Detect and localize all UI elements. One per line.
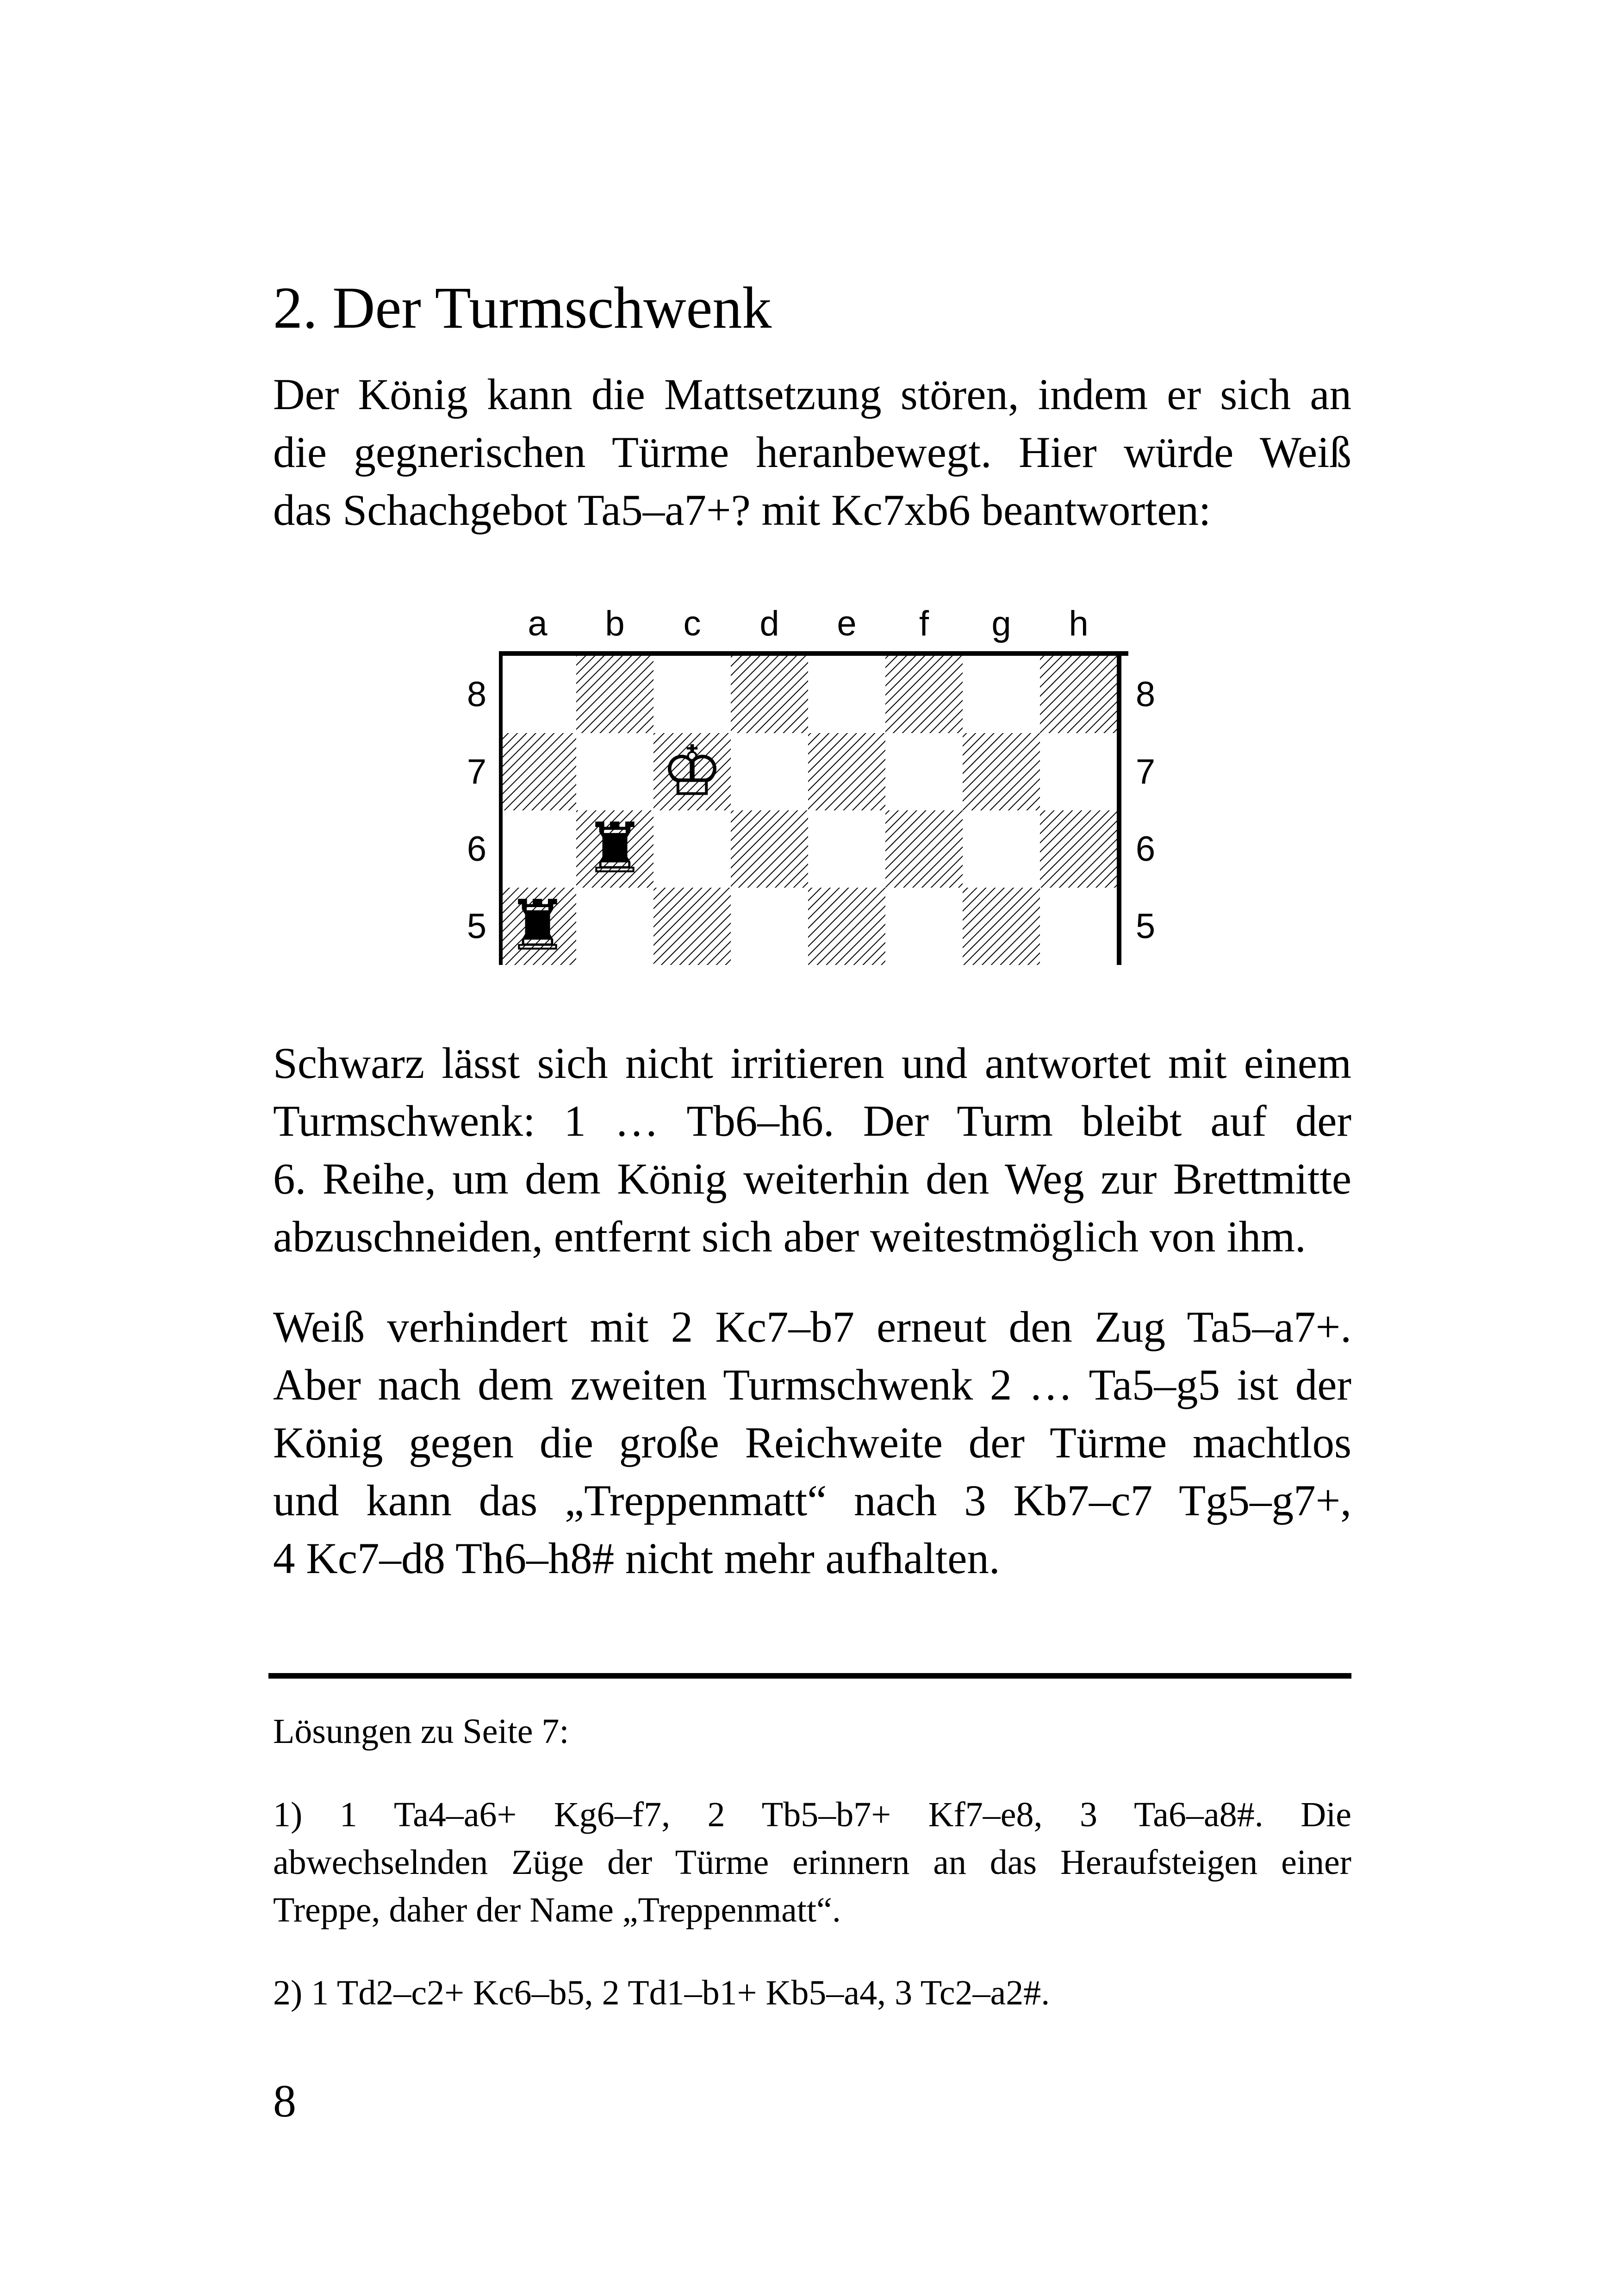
file-label-f: f xyxy=(919,604,929,643)
square-f8 xyxy=(885,656,963,733)
file-label-g: g xyxy=(991,604,1011,643)
square-h5 xyxy=(1040,888,1117,965)
square-f6 xyxy=(885,810,963,888)
footnote-line: 1) 1 Ta4–a6+ Kg6–f7, 2 Tb5–b7+ Kf7–e8, 3 Ta6–a8#. Die xyxy=(273,1795,1351,1834)
square-e8 xyxy=(808,656,885,733)
square-b5 xyxy=(576,888,653,965)
file-label-c: c xyxy=(683,604,701,643)
rank-label-left-5: 5 xyxy=(467,906,487,946)
text-line: das Schachgebot Ta5–a7+? mit Kc7xb6 beantworten: xyxy=(273,485,1211,535)
square-e7 xyxy=(808,733,885,810)
text-line: König gegen die große Reichweite der Türme machtlos xyxy=(273,1418,1351,1467)
square-b8 xyxy=(576,656,653,733)
text-line: die gegnerischen Türme heranbewegt. Hier würde Weiß xyxy=(273,428,1351,477)
square-b7 xyxy=(576,733,653,810)
rank-label-left-6: 6 xyxy=(467,829,487,869)
text-line: 4 Kc7–d8 Th6–h8# nicht mehr aufhalten. xyxy=(273,1534,1000,1583)
text-line: abzuschneiden, entfernt sich aber weitestmöglich von ihm. xyxy=(273,1212,1306,1261)
square-a6 xyxy=(499,810,576,888)
footnote-line: abwechselnden Züge der Türme erinnern an das Heraufsteigen einer xyxy=(273,1843,1351,1882)
intro-paragraph xyxy=(273,366,1351,539)
file-label-h: h xyxy=(1069,604,1089,643)
third-paragraph xyxy=(273,1298,1351,1587)
square-a8 xyxy=(499,656,576,733)
footnote-line: Treppe, daher der Name „Treppenmatt“. xyxy=(273,1891,841,1929)
text-line: Der König kann die Mattsetzung stören, indem er sich an xyxy=(273,370,1351,419)
square-d8 xyxy=(731,656,808,733)
square-g6 xyxy=(963,810,1040,888)
square-f5 xyxy=(885,888,963,965)
text-line: Weiß verhindert mit 2 Kc7–b7 erneut den Zug Ta5–a7+. xyxy=(273,1302,1351,1351)
square-d5 xyxy=(731,888,808,965)
square-c6 xyxy=(653,810,731,888)
square-g8 xyxy=(963,656,1040,733)
square-h6 xyxy=(1040,810,1117,888)
square-f7 xyxy=(885,733,963,810)
rank-label-left-7: 7 xyxy=(467,752,487,791)
text-line: Turmschwenk: 1 … Tb6–h6. Der Turm bleibt auf der xyxy=(273,1096,1351,1145)
square-e6 xyxy=(808,810,885,888)
square-h8 xyxy=(1040,656,1117,733)
page-number: 8 xyxy=(273,2075,296,2127)
section-title: 2. Der Turmschwenk xyxy=(273,275,772,341)
footnote-heading: Lösungen zu Seite 7: xyxy=(273,1712,569,1751)
square-g7 xyxy=(963,733,1040,810)
file-label-e: e xyxy=(837,604,857,643)
footnote-solution-2: 2) 1 Td2–c2+ Kc6–b5, 2 Td1–b1+ Kb5–a4, 3 Tc2–a2#. xyxy=(273,1973,1050,2012)
chess-diagram xyxy=(499,650,1128,965)
text-line: 6. Reihe, um dem König weiterhin den Weg zur Brettmitte xyxy=(273,1154,1351,1203)
rank-label-right-8: 8 xyxy=(1135,674,1156,714)
piece-black-rook-b6: ♜ xyxy=(584,808,646,889)
square-d7 xyxy=(731,733,808,810)
rank-label-right-5: 5 xyxy=(1135,906,1156,946)
square-h7 xyxy=(1040,733,1117,810)
square-d6 xyxy=(731,810,808,888)
second-paragraph xyxy=(273,1034,1351,1266)
square-c8 xyxy=(653,656,731,733)
rank-label-left-8: 8 xyxy=(467,674,487,714)
file-label-a: a xyxy=(528,604,548,643)
text-line: und kann das „Treppenmatt“ nach 3 Kb7–c7 Tg5–g7+, xyxy=(273,1476,1351,1525)
square-e5 xyxy=(808,888,885,965)
piece-white-king-c7: ♔ xyxy=(661,731,723,812)
footnote-divider xyxy=(268,1673,1351,1679)
text-line: Aber nach dem zweiten Turmschwenk 2 … Ta5–g5 ist der xyxy=(273,1360,1351,1409)
square-c5 xyxy=(653,888,731,965)
square-a7 xyxy=(499,733,576,810)
text-line: Schwarz lässt sich nicht irritieren und antwortet mit einem xyxy=(273,1039,1351,1088)
chess-board-svg xyxy=(499,650,1128,965)
file-label-b: b xyxy=(605,604,625,643)
square-g5 xyxy=(963,888,1040,965)
rank-label-right-7: 7 xyxy=(1135,752,1156,791)
rank-label-right-6: 6 xyxy=(1135,829,1156,869)
file-label-d: d xyxy=(759,604,779,643)
footnote-solution-1 xyxy=(273,1791,1351,1934)
piece-black-rook-a5: ♜ xyxy=(506,885,569,965)
